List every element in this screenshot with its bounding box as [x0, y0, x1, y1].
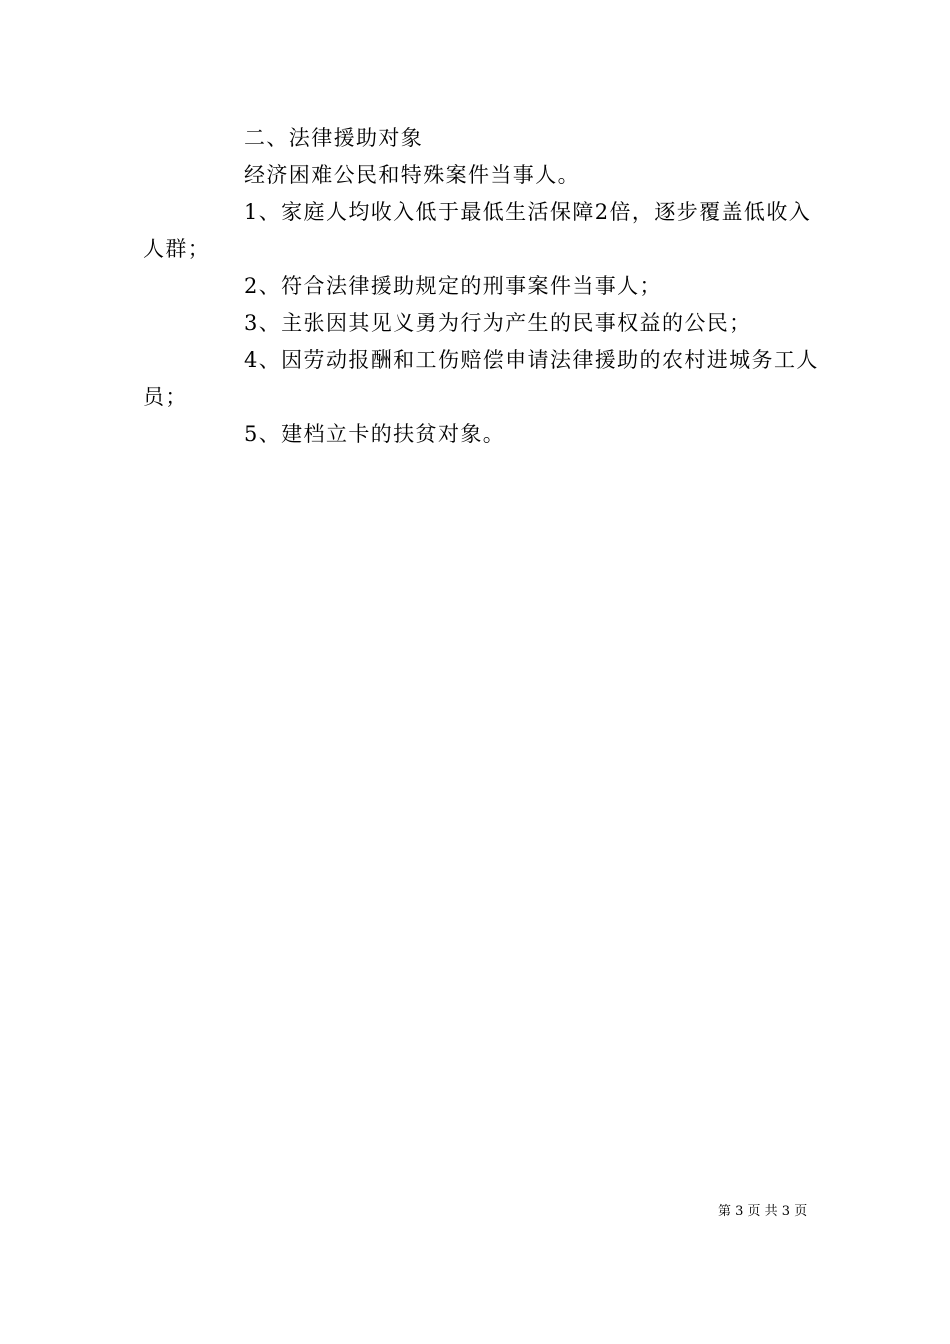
list-item-2: 2、符合法律援助规定的刑事案件当事人；	[244, 274, 662, 298]
list-item-3: 3、主张因其见义勇为行为产生的民事权益的公民；	[244, 311, 752, 335]
page-number-footer: 第 3 页 共 3 页	[718, 1204, 808, 1219]
intro-paragraph: 经济困难公民和特殊案件当事人。	[244, 163, 580, 187]
section-heading: 二、法律援助对象	[244, 126, 424, 150]
list-item-4: 4、因劳动报酬和工伤赔偿申请法律援助的农村进城务工人员；	[143, 348, 819, 409]
list-item-1: 1、家庭人均收入低于最低生活保障2倍，逐步覆盖低收入人群；	[143, 200, 812, 261]
document-body	[143, 120, 823, 453]
list-item-5: 5、建档立卡的扶贫对象。	[244, 422, 506, 446]
